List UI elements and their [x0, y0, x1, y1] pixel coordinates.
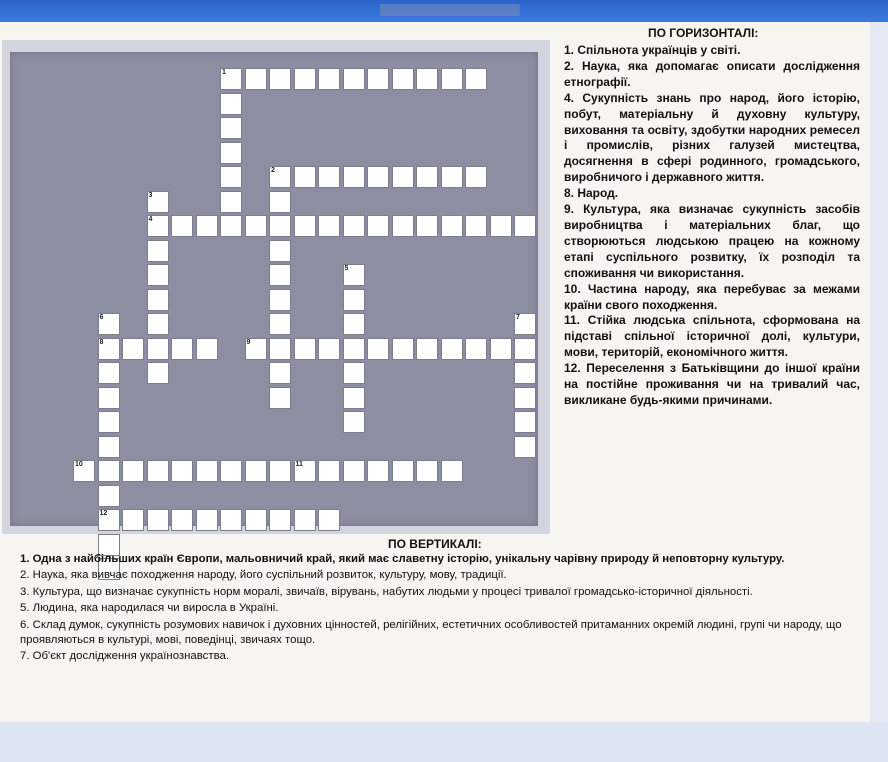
across-clue-9: 9. Культура, яка визначає сукупність засобів виробництва і матеріальних благ, що створюються людською працею на кожному етапі суспільного розвитку, їх розподіл та споживання чи використання. [564, 202, 860, 280]
down-clue-1: 1. Одна з найбільших країн Європи, мальовничий край, який має славетну історію, унікальну чарівну природу й неповторну культуру. [20, 553, 785, 565]
crossword-cell[interactable] [343, 264, 365, 286]
crossword-cell[interactable] [220, 460, 242, 482]
across-clue-1: 1. Спільнота українців у світі. [564, 43, 741, 57]
crossword-cell[interactable] [514, 387, 536, 409]
crossword-cell[interactable] [171, 509, 193, 531]
crossword-cell[interactable] [269, 387, 291, 409]
crossword-cell[interactable] [220, 117, 242, 139]
crossword-cell[interactable] [441, 68, 463, 90]
across-heading: ПО ГОРИЗОНТАЛІ: [648, 26, 759, 40]
crossword-cell[interactable] [465, 215, 487, 237]
crossword-cell[interactable] [318, 509, 340, 531]
crossword-cell[interactable] [294, 68, 316, 90]
clue-number: 11 [295, 461, 303, 468]
window-top-bar [0, 0, 888, 22]
crossword-cell[interactable] [392, 68, 414, 90]
crossword-cell[interactable] [343, 387, 365, 409]
crossword-cell[interactable] [367, 166, 389, 188]
crossword-cell[interactable] [220, 166, 242, 188]
crossword-cell[interactable] [392, 338, 414, 360]
crossword-cell[interactable] [294, 338, 316, 360]
crossword-cell[interactable] [441, 215, 463, 237]
crossword-cell[interactable] [147, 264, 169, 286]
crossword-cell[interactable] [196, 460, 218, 482]
clue-number: 5 [344, 265, 349, 272]
crossword-cell[interactable] [343, 338, 365, 360]
crossword-cell[interactable] [294, 215, 316, 237]
crossword-cell[interactable] [318, 338, 340, 360]
crossword-cell[interactable] [269, 289, 291, 311]
crossword-cell[interactable] [392, 166, 414, 188]
crossword-cell[interactable] [343, 460, 365, 482]
crossword-cell[interactable] [98, 485, 120, 507]
crossword-cell[interactable] [122, 509, 144, 531]
clue-number: 3 [148, 191, 153, 199]
crossword-cell[interactable] [196, 338, 218, 360]
crossword-cell[interactable] [220, 93, 242, 115]
crossword-cell[interactable] [343, 68, 365, 90]
crossword-cell[interactable] [147, 191, 169, 213]
clue-number: 1 [222, 69, 226, 76]
crossword-cell[interactable] [269, 509, 291, 531]
crossword-cell[interactable] [416, 68, 438, 90]
crossword-cell[interactable] [514, 362, 536, 384]
crossword-cell[interactable] [269, 240, 291, 262]
across-clue-12: 12. Переселення з Батьківщини до іншої країни на постійне проживання чи на тривалий час, викликане будь-якими причинами. [564, 361, 860, 407]
crossword-cell[interactable] [269, 68, 291, 90]
clue-number: 4 [148, 216, 153, 223]
clue-number: 10 [75, 461, 83, 468]
crossword-cell[interactable] [490, 338, 512, 360]
crossword-cell[interactable] [122, 460, 144, 482]
crossword-cell[interactable] [514, 215, 536, 237]
down-clue-3: 3. Культура, що визначає сукупність норм моралі, звичаїв, вірувань, набутих людьми у процесі тривалої громадсько-історичної діяльності. [20, 585, 753, 598]
crossword-cell[interactable] [294, 166, 316, 188]
crossword-cell[interactable] [269, 313, 291, 335]
crossword-cell[interactable] [343, 166, 365, 188]
crossword-cell[interactable] [245, 68, 267, 90]
crossword-cell[interactable] [367, 215, 389, 237]
crossword-cell[interactable] [73, 460, 95, 482]
crossword-cell[interactable] [269, 191, 291, 213]
crossword-cell[interactable] [171, 215, 193, 237]
down-clue-7: 7. Об'єкт дослідження українознавства. [20, 650, 230, 663]
crossword-cell[interactable] [343, 215, 365, 237]
across-clue-4: 4. Сукупність знань про народ, його історію, побут, матеріальну й духовну культуру, виховання та освіту, здобутки народних ремесел і промислів, різних галузей мистецтва, досягнення в сфері родинного, громадського, виробничого і державного життя. [564, 90, 860, 185]
clue-number: 2 [271, 167, 275, 174]
crossword-cell[interactable] [465, 166, 487, 188]
crossword-cell[interactable] [98, 313, 120, 335]
crossword-cell[interactable] [147, 289, 169, 311]
crossword-cell[interactable] [171, 460, 193, 482]
crossword-cell[interactable] [98, 436, 120, 458]
crossword-cell[interactable] [147, 313, 169, 335]
crossword-cell[interactable] [343, 362, 365, 384]
crossword-cell[interactable] [343, 411, 365, 433]
across-clue-2: 2. Наука, яка допомагає описати дослідження етнографії. [564, 58, 860, 89]
crossword-cell[interactable] [465, 68, 487, 90]
crossword-cell[interactable] [147, 362, 169, 384]
crossword-cell[interactable] [220, 142, 242, 164]
crossword-cell[interactable] [318, 68, 340, 90]
clue-number: 7 [516, 314, 520, 321]
crossword-cell[interactable] [514, 338, 536, 360]
crossword-cell[interactable] [122, 338, 144, 360]
clue-number: 8 [99, 338, 104, 346]
crossword-cell[interactable] [416, 166, 438, 188]
crossword-cell[interactable] [367, 338, 389, 360]
down-clue-2: 2. Наука, яка вивчає походження народу, його суспільний розвиток, культуру, мову, традиції. [20, 569, 507, 582]
crossword-cell[interactable] [98, 509, 120, 531]
across-clue-10: 10. Частина народу, яка перебуває за межами країни свого походження. [564, 281, 860, 312]
crossword-cell[interactable] [147, 460, 169, 482]
crossword-cell[interactable] [318, 166, 340, 188]
crossword-cell[interactable] [196, 509, 218, 531]
down-heading: ПО ВЕРТИКАЛІ: [388, 537, 482, 551]
crossword-cell[interactable] [465, 338, 487, 360]
down-clues [20, 552, 860, 666]
crossword-cell[interactable] [392, 215, 414, 237]
crossword-cell[interactable] [98, 387, 120, 409]
crossword-cell[interactable] [416, 460, 438, 482]
crossword-cell[interactable] [220, 191, 242, 213]
crossword-cell[interactable] [245, 215, 267, 237]
crossword-cell[interactable] [514, 436, 536, 458]
crossword-cell[interactable] [269, 166, 291, 188]
crossword-cell[interactable] [318, 460, 340, 482]
crossword-cell[interactable] [269, 338, 291, 360]
crossword-cell[interactable] [343, 289, 365, 311]
crossword-cell[interactable] [269, 460, 291, 482]
clue-number: 6 [99, 314, 104, 321]
crossword-cell[interactable] [98, 362, 120, 384]
crossword-cell[interactable] [441, 338, 463, 360]
crossword-cell[interactable] [269, 362, 291, 384]
crossword-cell[interactable] [147, 509, 169, 531]
crossword-cell[interactable] [490, 215, 512, 237]
crossword-cell[interactable] [98, 411, 120, 433]
crossword-cell[interactable] [98, 460, 120, 482]
crossword-cell[interactable] [392, 460, 414, 482]
crossword-cell[interactable] [514, 411, 536, 433]
crossword-cell[interactable] [196, 215, 218, 237]
crossword-cell[interactable] [245, 460, 267, 482]
crossword-cell[interactable] [269, 264, 291, 286]
screen-bottom [0, 722, 888, 762]
clue-number: 12 [99, 510, 108, 517]
across-clue-11: 11. Стійка людська спільнота, сформована на підставі спільної історичної долі, культури, мови, територій, економічного життя. [564, 313, 860, 360]
crossword-cell[interactable] [416, 215, 438, 237]
clue-number: 9 [246, 338, 251, 346]
crossword-cell[interactable] [220, 509, 242, 531]
crossword-cell[interactable] [98, 338, 120, 360]
crossword-cell[interactable] [147, 215, 169, 237]
crossword-cell[interactable] [318, 215, 340, 237]
down-clue-5: 5. Людина, яка народилася чи виросла в Україні. [20, 602, 279, 615]
crossword-cell[interactable] [367, 68, 389, 90]
crossword-cell[interactable] [294, 509, 316, 531]
crossword-cell[interactable] [220, 68, 242, 90]
across-clues [564, 43, 860, 409]
across-clue-8: 8. Народ. [564, 186, 619, 201]
screen-edge [870, 22, 888, 722]
crossword-cell[interactable] [269, 215, 291, 237]
crossword-cell[interactable] [245, 509, 267, 531]
crossword-background [10, 52, 538, 526]
crossword-cell[interactable] [441, 460, 463, 482]
crossword-cell[interactable] [416, 338, 438, 360]
crossword-cell[interactable] [343, 313, 365, 335]
down-clue-6: 6. Склад думок, сукупність розумових навичок і духовних цінностей, релігійних, естетичних особливостей притаманних окремій людині, групі чи народу, що проявляються в культурі, мові, поведінці, звичаях тощо. [20, 618, 842, 647]
crossword-cell[interactable] [220, 215, 242, 237]
crossword-cell[interactable] [147, 240, 169, 262]
crossword-cell[interactable] [294, 460, 316, 482]
crossword-cell[interactable] [514, 313, 536, 335]
crossword-cell[interactable] [245, 338, 267, 360]
crossword-cell[interactable] [367, 460, 389, 482]
crossword-cell[interactable] [441, 166, 463, 188]
blurred-title [380, 4, 520, 16]
crossword-cell[interactable] [147, 338, 169, 360]
crossword-grid [2, 40, 550, 534]
crossword-cell[interactable] [171, 338, 193, 360]
